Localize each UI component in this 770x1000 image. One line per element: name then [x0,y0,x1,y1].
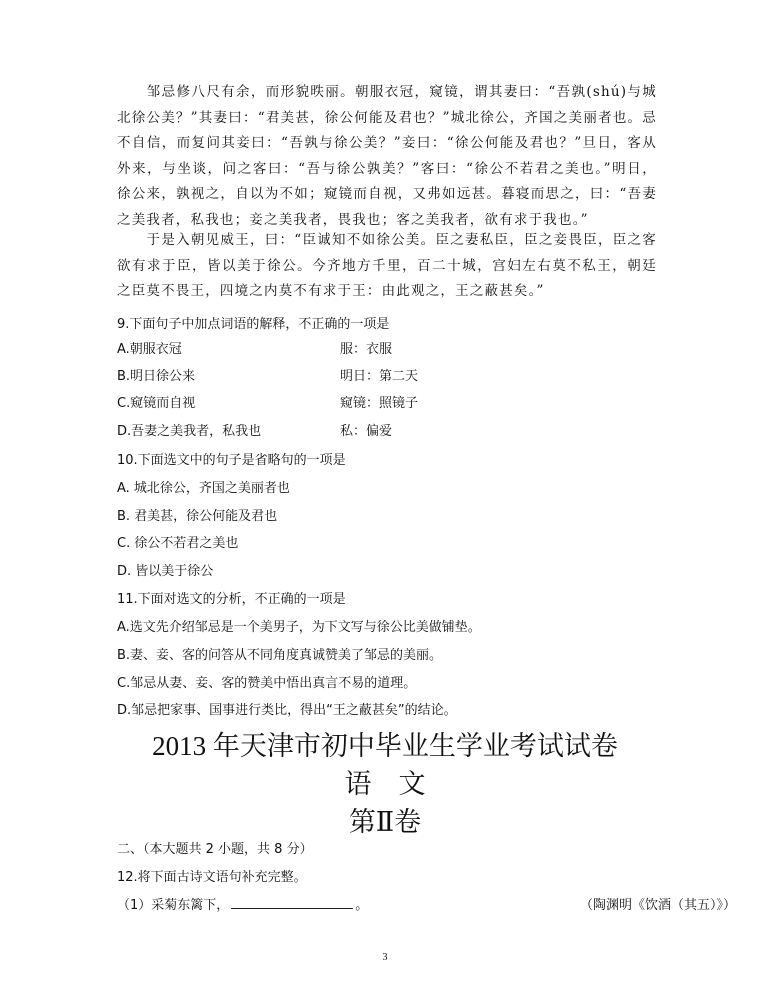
question-10-option-d: D. 皆以美于徐公 [117,564,214,579]
passage-paragraph-1: 邹忌修八尺有余，而形貌昳丽。朝服衣冠，窥镜，谓其妻曰：“吾孰(shú)与城北徐公美？”其妻曰：“君美甚，徐公何能及君也？”城北徐公，齐国之美丽者也。忌不自信，而复问其妾曰：“吾孰与徐公美？”妾曰：“徐公何能及君也？”旦日，客从外来，与坐谈，问之客曰：“吾与徐公孰美？”客曰：“徐公不若君之美也。”明日，徐公来，孰视之，自以为不如；窥镜而自视，又弗如远甚。暮寝而思之，曰：“吾妻之美我者，私我也；妾之美我者，畏我也；客之美我者，欲有求于我也。” [117,84,657,228]
item-source: （陶渊明《饮酒（其五）》） [580,898,737,913]
page-number: 3 [382,952,388,963]
question-12-stem: 12.将下面古诗文语句补充完整。 [117,870,307,885]
question-9-option-a [117,338,393,357]
option-gloss: 服：衣服 [340,342,393,357]
question-9-option-b [117,365,419,384]
option-gloss: 窥镜：照镜子 [340,396,419,411]
question-10-option-c: C. 徐公不若君之美也 [117,536,239,551]
option-text: B.明日徐公来 [117,369,196,384]
question-9-option-d [117,420,393,439]
option-text: C.窥镜而自视 [117,396,196,411]
option-gloss: 私：偏爱 [340,424,393,439]
question-11-option-d: D.邹忌把家事、国事进行类比，得出“王之蔽甚矣”的结论。 [117,703,457,718]
question-9-stem: 9.下面句子中加点词语的解释，不正确的一项是 [117,317,390,332]
exam-title: 2013 年天津市初中毕业生学业考试试卷 [152,731,618,761]
item-prefix: （1）采菊东篱下， [117,898,230,913]
volume-title: 第Ⅱ卷 [348,807,422,837]
question-11-option-a: A.选文先介绍邹忌是一个美男子，为下文写与徐公比美做铺垫。 [117,620,481,635]
option-gloss: 明日：第二天 [340,369,419,384]
question-9-option-c [117,392,419,411]
question-11-option-b: B.妻、妾、客的问答从不同角度真诚赞美了邹忌的美丽。 [117,648,443,663]
item-suffix: 。 [355,898,369,913]
question-10-stem: 10.下面选文中的句子是省略句的一项是 [117,453,346,468]
question-10-option-a: A. 城北徐公，齐国之美丽者也 [117,481,290,496]
question-11-option-c: C.邹忌从妻、妾、客的赞美中悟出真言不易的道理。 [117,676,417,691]
question-11-stem: 11.下面对选文的分析，不正确的一项是 [117,592,346,607]
passage-paragraph-2: 于是入朝见威王，曰：“臣诚知不如徐公美。臣之妻私臣，臣之妾畏臣，臣之客欲有求于臣，皆以美于徐公。今齐地方千里，百二十城，宫妇左右莫不私王，朝廷之臣莫不畏王，四境之内莫不有求于王：由此观之，王之蔽甚矣。” [117,232,657,300]
option-text: A.朝服衣冠 [117,342,182,357]
option-text: D.吾妻之美我者，私我也 [117,424,262,439]
subject-title: 语 文 [344,769,426,799]
question-10-option-b: B. 君美甚，徐公何能及君也 [117,509,278,524]
section-2-heading: 二、（本大题共 2 小题，共 8 分） [117,842,313,857]
answer-blank[interactable] [231,896,353,909]
question-12-item-1 [117,894,737,913]
